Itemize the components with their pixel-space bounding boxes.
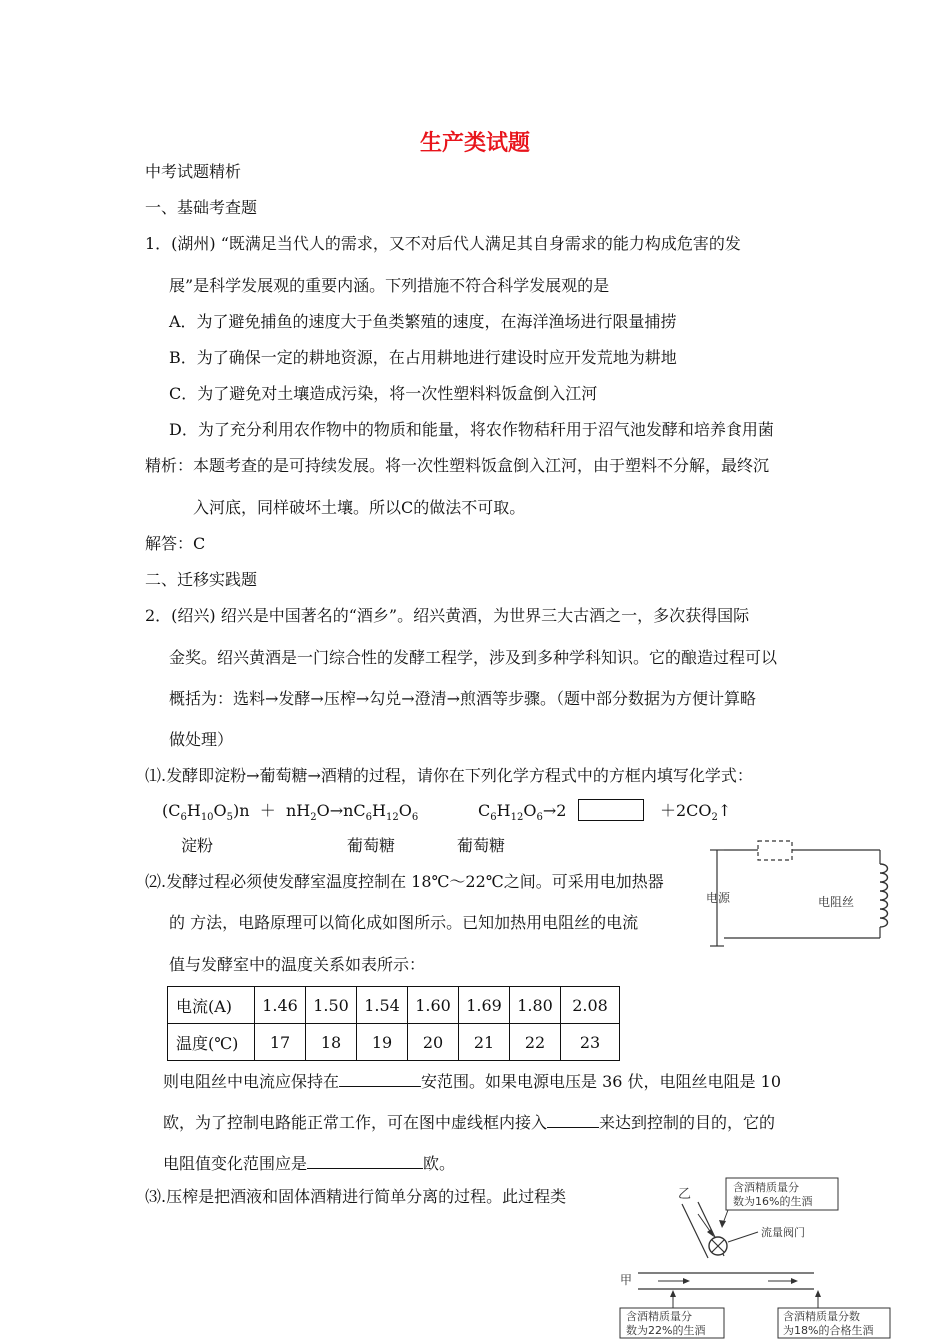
- text-fragment: 欧。: [423, 1154, 456, 1173]
- q1-analysis-line2: 入河底，同样破坏土壤。所以C的做法不可取。: [193, 498, 526, 517]
- table-cell: 1.50: [306, 987, 357, 1024]
- table-cell: 1.80: [510, 987, 561, 1024]
- dashed-box: [758, 841, 792, 860]
- label-glucose-1: 葡萄糖: [347, 836, 396, 855]
- box-16-line1: 含酒精质量分: [733, 1181, 799, 1194]
- q2-sub2-line2: 的 方法，电路原理可以简化成如图所示。已知加热用电阻丝的电流: [169, 913, 639, 932]
- table-cell: 23: [561, 1024, 620, 1061]
- table-cell: 1.46: [255, 987, 306, 1024]
- blank-component[interactable]: [547, 1111, 599, 1128]
- q2-sub2-line1: ⑵.发酵过程必须使发酵室温度控制在 18℃～22℃之间。可采用电加热器: [145, 872, 664, 891]
- coil-icon: [880, 864, 888, 927]
- q2-line1: 2．(绍兴) 绍兴是中国著名的“酒乡”。绍兴黄酒，为世界三大古酒之一，多次获得国际: [145, 606, 750, 625]
- q1-line2: 展”是科学发展观的重要内涵。下列措施不符合科学发展观的是: [169, 276, 610, 295]
- label-glucose-2: 葡萄糖: [457, 836, 506, 855]
- table-cell: 1.60: [408, 987, 459, 1024]
- q2-after-line1: [163, 1070, 781, 1092]
- q1-option-d: D．为了充分利用农作物中的物质和能量，将农作物秸秆用于沼气池发酵和培养食用菌: [169, 420, 774, 439]
- table-row: [168, 987, 620, 1024]
- box-18-line1: 含酒精质量分数: [783, 1310, 860, 1323]
- text-fragment: 安范围。如果电源电压是 36 伏，电阻丝电阻是 10: [421, 1072, 781, 1091]
- table-cell: 2.08: [561, 987, 620, 1024]
- q2-sub3: ⑶.压榨是把酒液和固体酒精进行简单分离的过程。此过程类: [145, 1187, 567, 1206]
- table-cell: 1.54: [357, 987, 408, 1024]
- q2-line4: 做处理）: [169, 730, 234, 749]
- q1-option-b: B．为了确保一定的耕地资源，在占用耕地进行建设时应开发荒地为耕地: [169, 348, 677, 367]
- section-label: 中考试题精析: [145, 162, 242, 181]
- q1-answer: 解答：C: [145, 534, 206, 553]
- box-18-line2: 为18%的合格生酒: [783, 1324, 874, 1337]
- page-title: 生产类试题: [419, 130, 530, 156]
- equation-2: $C_6H_{12}O_6\to 2$: [478, 801, 567, 824]
- label-jia: 甲: [620, 1273, 633, 1287]
- blank-current-range[interactable]: [339, 1070, 421, 1087]
- answer-box[interactable]: [578, 799, 644, 821]
- box-22-line1: 含酒精质量分: [626, 1310, 692, 1323]
- table-cell: 18: [306, 1024, 357, 1061]
- q1-option-c: C．为了避免对土壤造成污染，将一次性塑料料饭盒倒入江河: [169, 384, 598, 403]
- q1-analysis-line1: 精析：本题考查的是可持续发展。将一次性塑料饭盒倒入江河，由于塑料不分解，最终沉: [145, 456, 770, 475]
- table-cell: 1.69: [459, 987, 510, 1024]
- circuit-diagram: [700, 838, 895, 950]
- valve-label: 流量阀门: [761, 1226, 805, 1239]
- q2-after-line3: [163, 1152, 455, 1174]
- text-fragment: 则电阻丝中电流应保持在: [163, 1072, 340, 1091]
- box-22-line2: 数为22%的生酒: [626, 1324, 706, 1337]
- table-cell: 20: [408, 1024, 459, 1061]
- table-cell: 21: [459, 1024, 510, 1061]
- table-header-temperature: 温度(℃): [168, 1024, 255, 1061]
- table-cell: 17: [255, 1024, 306, 1061]
- resistor-label: 电阻丝: [818, 895, 855, 909]
- q2-line2: 金奖。绍兴黄酒是一门综合性的发酵工程学，涉及到多种学科知识。它的酿造过程可以: [169, 648, 778, 667]
- q1-option-a: A．为了避免捕鱼的速度大于鱼类繁殖的速度，在海洋渔场进行限量捕捞: [169, 312, 677, 331]
- q2-line3: 概括为：选料→发酵→压榨→勾兑→澄清→煎酒等步骤。（题中部分数据为方便计算略: [169, 689, 757, 708]
- text-fragment: 欧，为了控制电路能正常工作，可在图中虚线框内接入: [163, 1113, 548, 1132]
- q2-after-line2: [163, 1111, 775, 1133]
- part2-heading: 二、迁移实践题: [145, 570, 258, 589]
- equation-1: $(C_6H_{10}O_5)n + nH_2O\to nC_6H_{12}O_6$: [162, 801, 419, 824]
- text-fragment: 电阻值变化范围应是: [163, 1154, 308, 1173]
- table-row: [168, 1024, 620, 1061]
- text-fragment: 来达到控制的目的，它的: [599, 1113, 776, 1132]
- q2-sub2-line3: 值与发酵室中的温度关系如表所示：: [169, 955, 426, 974]
- label-yi: 乙: [678, 1187, 692, 1202]
- label-starch: 淀粉: [181, 836, 214, 855]
- source-label: 电源: [706, 891, 731, 905]
- blank-resistance-range[interactable]: [307, 1152, 423, 1169]
- part1-heading: 一、基础考查题: [145, 198, 258, 217]
- box-16-line2: 数为16%的生酒: [733, 1195, 813, 1208]
- mixing-diagram: [618, 1174, 892, 1340]
- table-cell: 19: [357, 1024, 408, 1061]
- q2-sub1: ⑴.发酵即淀粉→葡萄糖→酒精的过程，请你在下列化学方程式中的方框内填写化学式：: [145, 766, 753, 785]
- table-cell: 22: [510, 1024, 561, 1061]
- equation-2-tail: $+2CO_2↑$: [660, 801, 732, 824]
- q1-line1: 1．(湖州) “既满足当代人的需求，又不对后代人满足其自身需求的能力构成危害的发: [145, 234, 741, 253]
- table-header-current: 电流(A): [168, 987, 255, 1024]
- current-temperature-table: [167, 986, 620, 1061]
